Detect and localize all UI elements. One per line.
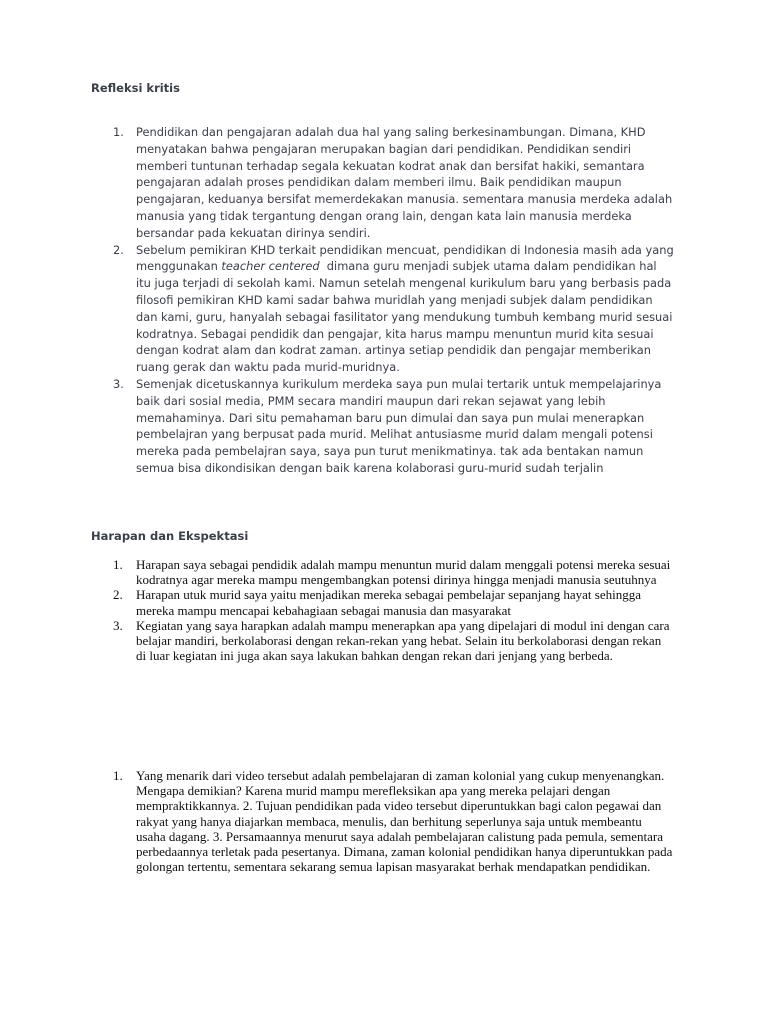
list-item-text: Yang menarik dari video tersebut adalah pembelajaran di zaman kolonial yang cukup menyenangkan. Mengapa demikian? Karena murid mampu merefleksikan apa yang mereka pelajari dengan mempraktikkannya. 2. Tujuan pendidikan pada video tersebut diperuntukkan bagi calon pegawai dan rakyat yang hanya diajarkan membaca, menulis, dan berhitung seperlunya saja untuk membeantu usaha dagang. 3. Persamaannya menurut saya adalah pembelajaran calistung pada pemula, sementara perbedaannya terletak pada pesertanya. Dimana, zaman kolonial pendidikan hanya diperuntukkan pada golongan tertentu, sementara sekarang semua lapisan masyarakat berhak mendapatkan pendidikan.	[136, 768, 673, 875]
list-item	[0, 376, 674, 477]
list-item	[0, 618, 674, 664]
list-item-text: Harapan utuk murid saya yaitu menjadikan mereka sebagai pembelajar sepanjang hayat sehingga mereka mampu mencapai kebahagiaan sebagai manusia dan masyarakat	[136, 587, 642, 618]
list-item	[0, 768, 674, 874]
list-item	[0, 242, 677, 376]
list-item-text: Harapan saya sebagai pendidik adalah mampu menuntun murid dalam menggali potensi mereka sesuai kodratnya agar mereka mampu mengembangkan potensi dirinya hingga menjadi manusia seutuhnya	[136, 557, 671, 588]
list-number: 2.	[113, 242, 124, 257]
list-number: 3.	[113, 376, 124, 391]
list-item-text: Kegiatan yang saya harapkan adalah mampu menerapkan apa yang dipelajari di modul ini dengan cara belajar mandiri, berkolaborasi dengan rekan-rekan yang hebat. Selain itu berkolaborasi dengan rekan di luar kegiatan ini juga akan saya lakukan bahkan dengan rekan dari jenjang yang berbeda.	[136, 617, 670, 664]
list-number: 1.	[113, 768, 123, 783]
list-item	[0, 124, 674, 242]
list-item-text: Pendidikan dan pengajaran adalah dua hal yang saling berkesinambungan. Dimana, KHD menyatakan bahwa pengajaran merupakan bagian dari pendidikan. Pendidikan sendiri memberi tuntunan terhadap segala kekuatan kodrat anak dan bersifat hakiki, semantara pengajaran adalah proses pendidikan dalam memberi ilmu. Baik pendidikan maupun pengajaran, keduanya bersifat memerdekakan manusia. sementara manusia merdeka adalah manusia yang tidak tergantung dengan orang lain, dengan kata lain manusia merdeka bersandar pada kekuatan dirinya sendiri.	[136, 125, 673, 240]
list-item-text-before: Sebelum pemikiran KHD terkait pendidikan mencuat, pendidikan di Indonesia masih ada yang menggunakan	[136, 242, 674, 274]
video-reflection-list	[0, 768, 674, 874]
list-number: 3.	[113, 617, 123, 633]
list-number: 1.	[113, 557, 123, 572]
list-item-text: Semenjak dicetuskannya kurikulum merdeka saya pun mulai tertarik untuk mempelajarinya baik dari sosial media, PMM secara mandiri maupun dari rekan sejawat yang lebih memahaminya. Dari situ pemahaman baru pun dimulai dan saya pun mulai menerapkan pembelajran yang berpusat pada murid. Melihat antusiasme murid dalam mengali potensi mereka pada pembelajran saya, saya pun turut menikmatinya. tak ada bentakan namun semua bisa dikondisikan dengan baik karena kolaborasi guru-murid sudah terjalin	[136, 376, 662, 475]
list-number: 2.	[113, 587, 123, 603]
harapan-list	[0, 557, 674, 663]
list-item-text-after: dimana guru menjadi subjek utama dalam pendidikan hal itu juga terjadi di sekolah kami. Namun setelah mengenal kurikulum baru yang berbasis pada filosofi pemikiran KHD kami sadar bahwa muridlah yang menjadi subjek dalam pendidikan dan kami, guru, hanyalah sebagai fasilitator yang mendukung tumbuh kembang murid sesuai kodratnya. Sebagai pendidik dan pengajar, kita harus mampu menuntun murid kita sesuai dengan kodrat alam dan kodrat zaman. artinya setiap pendidik dan pengajar memberikan ruang gerak dan waktu pada murid-muridnya.	[136, 259, 677, 375]
heading-harapan-ekspektasi: Harapan dan Ekspektasi	[91, 529, 249, 543]
heading-refleksi-kritis: Refleksi kritis	[91, 81, 180, 95]
refleksi-list	[0, 124, 677, 477]
list-number: 1.	[113, 125, 124, 139]
list-item	[0, 557, 674, 587]
list-item	[0, 587, 674, 617]
list-item-italic-term: teacher centered	[221, 259, 320, 274]
